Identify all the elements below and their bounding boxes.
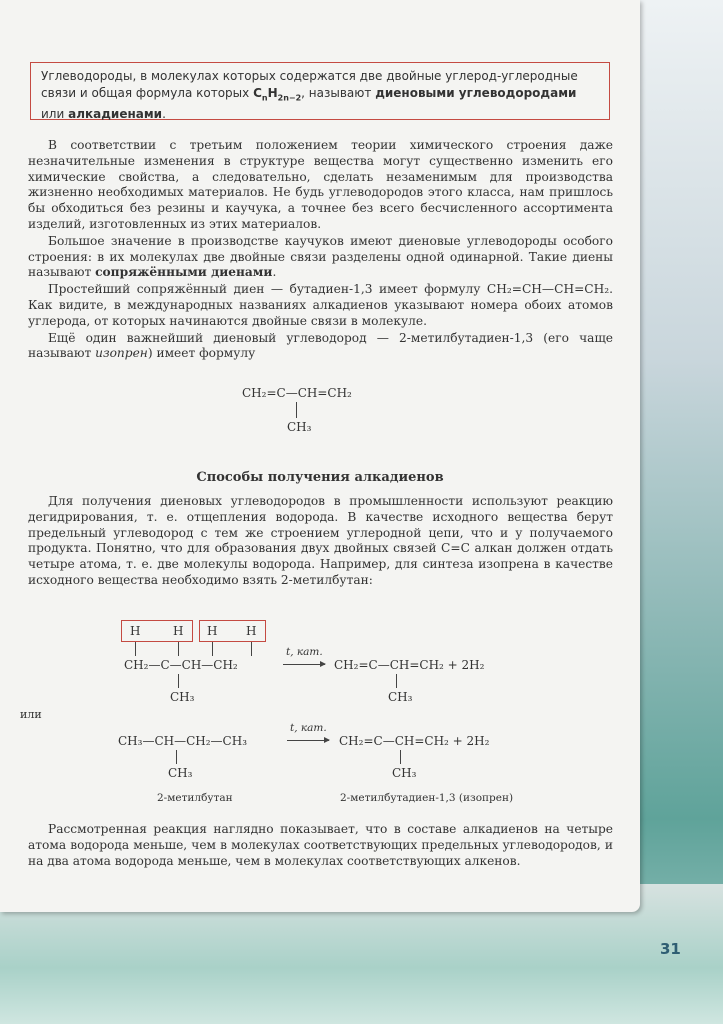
conclusion-text bbox=[28, 822, 613, 869]
term-conjugated-dienes: сопряжёнными диенами bbox=[95, 265, 273, 280]
paragraph-4: Ещё один важнейший диеновый углеводород — 2-метилбутадиен-1,3 (его чаще называют изопрен) имеет формулу bbox=[28, 330, 613, 361]
reaction2-reactant: CH₃—CH—CH₂—CH₃ bbox=[118, 734, 248, 748]
definition-text: Углеводороды, в молекулах которых содержатся две двойные углерод-углеродные связи и общая формула которых bbox=[41, 69, 578, 100]
reaction1-product-bond bbox=[396, 674, 397, 688]
section-text bbox=[28, 494, 613, 589]
connector-or: или bbox=[20, 708, 42, 721]
reaction2-arrow bbox=[287, 740, 329, 741]
h-bond bbox=[135, 642, 136, 656]
reaction1-product-branch: CH₃ bbox=[388, 690, 413, 704]
h-atom: H bbox=[173, 624, 184, 638]
reaction1-reactant-branch: CH₃ bbox=[170, 690, 195, 704]
h-atom: H bbox=[246, 624, 257, 638]
reaction1-arrow bbox=[283, 664, 325, 665]
section-paragraph: Для получения диеновых углеводородов в промышленности используют реакцию дегидрирования, т. е. отщепления водорода. В качестве исходного вещества берут предельный углеводород с тем же строением углеродной цепи, что и у получаемого продукта. Понятно, что для образования двух двойных связей С=С алкан должен отдать четыре атома, т. е. две молекулы водорода. Например, для синтеза изопрена в качестве исходного вещества необходимо взять 2-метилбутан: bbox=[28, 494, 613, 587]
h-atom: H bbox=[207, 624, 218, 638]
reaction2-product: CH₂=C—CH=CH₂ + 2H₂ bbox=[339, 734, 490, 748]
isoprene-bond bbox=[296, 402, 297, 418]
definition-box: Углеводороды, в молекулах которых содержатся две двойные углерод-углеродные связи и общая формула которых $C_nH_{2n-2}$, называют диеновыми углеводородами или алкадиенами. bbox=[30, 62, 610, 120]
reaction2-branch-bond bbox=[176, 750, 177, 764]
reaction1-branch-bond bbox=[178, 674, 179, 688]
definition-term-alkadienes: алкадиенами bbox=[68, 107, 163, 122]
paragraph-3: Простейший сопряжённый диен — бутадиен-1,3 имеет формулу CH₂=CH—CH=CH₂. Как видите, в международных названиях алкадиенов указывают номера обоих атомов углерода, от которых начинаются двойные связи в молекуле. bbox=[28, 282, 613, 328]
reaction2-product-bond bbox=[400, 750, 401, 764]
conclusion-paragraph: Рассмотренная реакция наглядно показывает, что в составе алкадиенов на четыре атома водорода меньше, чем в молекулах соответствующих предельных углеводородов, и на два атома водорода меньше, чем в молекулах соответствующих алкенов. bbox=[28, 822, 613, 868]
paragraph-2: Большое значение в производстве каучуков имеют диеновые углеводороды особого строения: в их молекулах две двойные связи разделены одной одинарной. Такие диены называют сопряжёнными диенами. bbox=[28, 233, 613, 280]
h-atom: H bbox=[130, 624, 141, 638]
h-bond bbox=[178, 642, 179, 656]
reaction2-product-branch: CH₃ bbox=[392, 766, 417, 780]
definition-formula: $C_nH_{2n-2}$ bbox=[253, 86, 302, 103]
reaction2-reactant-branch: CH₃ bbox=[168, 766, 193, 780]
term-isoprene: изопрен bbox=[95, 346, 148, 361]
reaction1-product: CH₂=C—CH=CH₂ + 2H₂ bbox=[334, 658, 485, 672]
reaction1-reactant: CH₂—C—CH—CH₂ bbox=[124, 658, 238, 672]
h-bond bbox=[251, 642, 252, 656]
h-bond bbox=[212, 642, 213, 656]
isoprene-formula: CH₂=C—CH=CH₂ bbox=[242, 386, 352, 400]
reaction1-condition: t, кат. bbox=[286, 646, 323, 658]
reaction2-condition: t, кат. bbox=[290, 722, 327, 734]
section-heading: Способы получения алкадиенов bbox=[196, 470, 444, 485]
page-number: 31 bbox=[660, 940, 681, 958]
butadiene-formula: CH₂=CH—CH=CH₂ bbox=[486, 282, 610, 297]
reactant-name: 2-метилбутан bbox=[157, 792, 233, 804]
definition-term-dienes: диеновыми углеводородами bbox=[375, 86, 577, 100]
product-name: 2-метилбутадиен-1,3 (изопрен) bbox=[340, 792, 514, 804]
isoprene-branch: CH₃ bbox=[287, 420, 312, 434]
paragraph-1: В соответствии с третьим положением теории химического строения даже незначительные изменения в структуре вещества могут существенно изменить его химические свойства, а следовательно, сделать незаменимым для производства жизненно необходимых материалов. Не будь углеводородов этого класса, нам пришлось бы обходиться без резины и каучука, а точнее без всего бесчисленного ассортимента изделий, изготовленных из этих материалов. bbox=[28, 138, 613, 231]
main-text bbox=[28, 138, 613, 362]
